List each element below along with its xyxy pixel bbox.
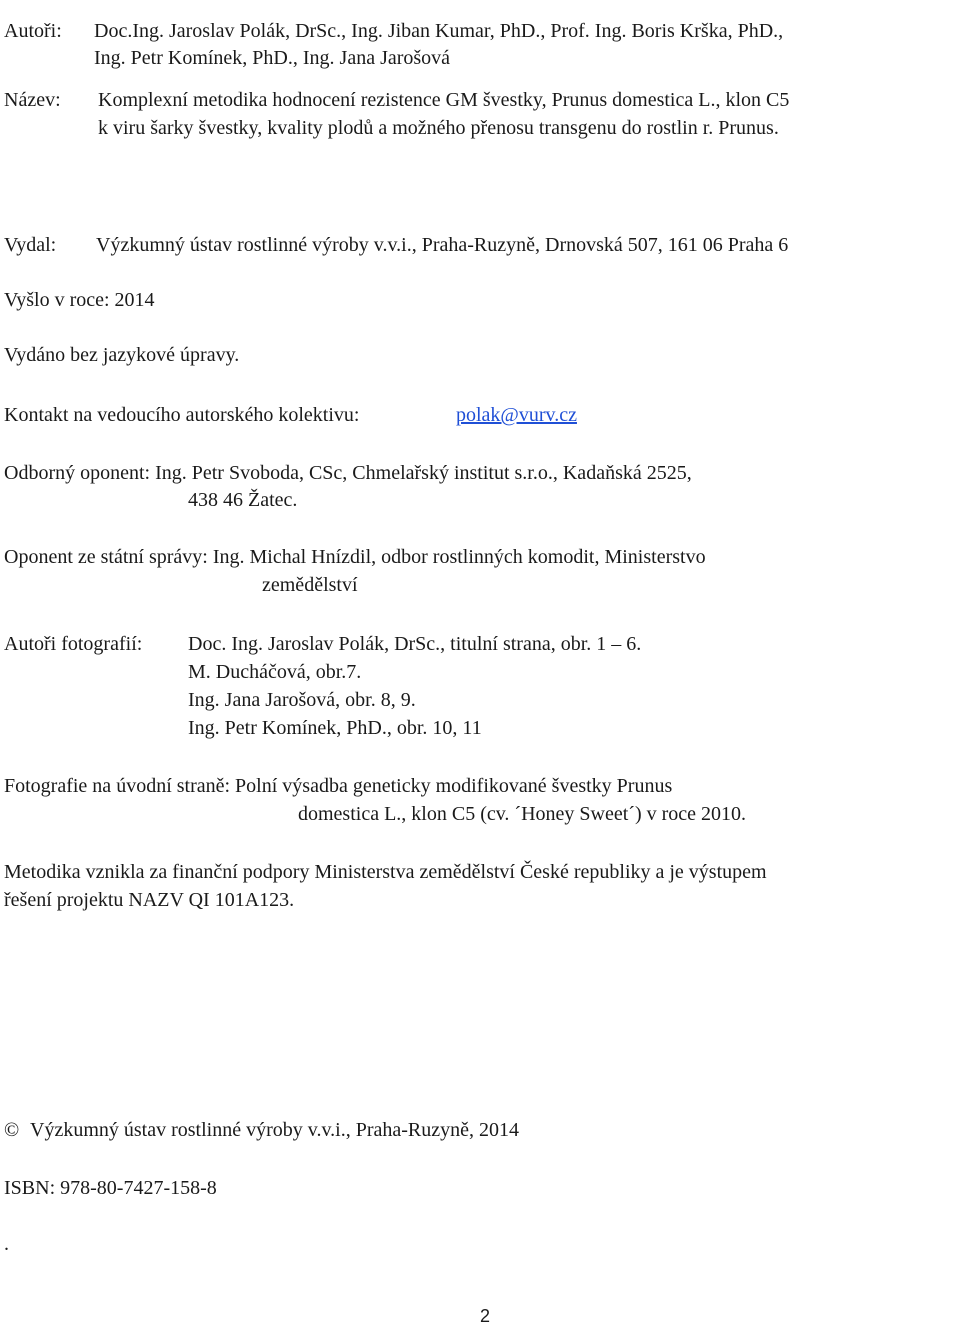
reviewer-line-1: Odborný oponent: Ing. Petr Svoboda, CSc, Chmelařský institut s.r.o., Kadaňská 2525, [4, 462, 692, 484]
state-reviewer-line-2: zemědělství [262, 574, 358, 596]
no-edit-note: Vydáno bez jazykové úpravy. [4, 344, 240, 366]
title-line-1: Komplexní metodika hodnocení rezistence GM švestky, Prunus domestica L., klon C5 [98, 89, 790, 111]
funding-line-1: Metodika vznikla za finanční podpory Ministerstva zemědělství České republiky a je výstupem [4, 861, 767, 883]
publisher-label: Vydal: [4, 234, 57, 256]
copyright-symbol: © [4, 1119, 20, 1141]
copyright-text: Výzkumný ústav rostlinné výroby v.v.i., Praha-Ruzyně, 2014 [30, 1119, 519, 1141]
title-line-2: k viru šarky švestky, kvality plodů a možného přenosu transgenu do rostlin r. Prunus. [98, 117, 779, 139]
title-label: Název: [4, 89, 61, 111]
cover-photo-line-1: Fotografie na úvodní straně: Polní výsadba geneticky modifikované švestky Prunus [4, 775, 673, 797]
cover-photo-line-2: domestica L., klon C5 (cv. ´Honey Sweet´) v roce 2010. [298, 803, 747, 825]
authors-line-1: Doc.Ing. Jaroslav Polák, DrSc., Ing. Jiban Kumar, PhD., Prof. Ing. Boris Krška, PhD., [94, 20, 784, 42]
photo-author-line: Doc. Ing. Jaroslav Polák, DrSc., titulní strana, obr. 1 – 6. [188, 633, 642, 655]
state-reviewer-line-1: Oponent ze státní správy: Ing. Michal Hnízdil, odbor rostlinných komodit, Ministerstvo [4, 546, 706, 568]
photo-author-line: M. Ducháčová, obr.7. [188, 661, 362, 683]
page-number: 2 [480, 1306, 491, 1326]
photo-author-line: Ing. Petr Komínek, PhD., obr. 10, 11 [188, 717, 482, 739]
authors-label: Autoři: [4, 20, 62, 42]
contact-label: Kontakt na vedoucího autorského kolektivu: [4, 404, 360, 426]
photo-authors-label: Autoři fotografií: [4, 633, 143, 655]
stray-dot: . [4, 1233, 9, 1255]
photo-author-line: Ing. Jana Jarošová, obr. 8, 9. [188, 689, 416, 711]
reviewer-line-2: 438 46 Žatec. [188, 489, 298, 511]
funding-line-2: řešení projektu NAZV QI 101A123. [4, 889, 295, 911]
isbn: ISBN: 978-80-7427-158-8 [4, 1177, 217, 1199]
published-year: Vyšlo v roce: 2014 [4, 289, 155, 311]
publisher-text: Výzkumný ústav rostlinné výroby v.v.i., Praha-Ruzyně, Drnovská 507, 161 06 Praha 6 [96, 234, 789, 256]
authors-line-2: Ing. Petr Komínek, PhD., Ing. Jana Jarošová [94, 47, 451, 69]
contact-email-link[interactable]: polak@vurv.cz [456, 404, 577, 426]
